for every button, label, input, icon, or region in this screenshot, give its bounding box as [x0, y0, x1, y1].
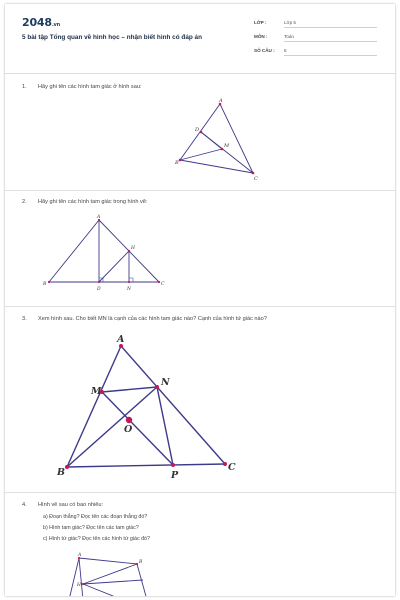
question-4-part-a: a) Đoạn thẳng? Đọc tên các đoạn thẳng đó? — [43, 514, 148, 520]
question-number: 3. — [22, 316, 27, 322]
question-divider — [5, 190, 395, 191]
segment-a-left — [69, 558, 79, 596]
label-c: C — [228, 462, 236, 473]
segment-dm — [201, 132, 222, 149]
question-4 — [22, 502, 103, 508]
point-d — [98, 281, 100, 283]
segment-bc — [180, 160, 253, 173]
label-a: A — [219, 98, 223, 104]
label-m: M — [91, 386, 102, 397]
figure-q3 — [53, 330, 253, 480]
segment-mp — [102, 392, 173, 465]
point-o — [126, 417, 132, 423]
question-text: Hãy ghi tên các hình tam giác trong hình vẽ: — [38, 199, 148, 205]
point-n — [128, 281, 130, 283]
point-c — [158, 281, 160, 283]
segment-ac — [220, 104, 253, 173]
point-b — [65, 465, 69, 469]
question-number: 1. — [22, 84, 27, 90]
worksheet-page — [5, 4, 395, 596]
figure-q4 — [63, 550, 163, 596]
meta-label-class: LỚP : — [254, 20, 267, 25]
label-a: A — [78, 553, 82, 558]
question-1 — [22, 84, 141, 90]
segment-ab — [79, 558, 137, 564]
segment-mn — [102, 387, 157, 392]
label-b: B — [43, 282, 47, 287]
label-h: H — [131, 246, 135, 251]
point-h — [128, 250, 130, 252]
point-d — [200, 131, 203, 134]
label-c: C — [161, 282, 165, 287]
segment-hd — [99, 251, 129, 282]
figure-q2 — [35, 212, 175, 297]
site-logo[interactable] — [22, 16, 60, 29]
point-m — [221, 148, 224, 151]
logo-main: 2048 — [22, 16, 52, 29]
label-h: H — [77, 583, 81, 588]
question-text: Xem hình sau. Cho biết MN là cạnh của các hình tam giác nào? Cạnh của hình tứ giác nào? — [38, 316, 267, 322]
label-n: N — [127, 287, 131, 292]
meta-label-subject: MÔN : — [254, 34, 268, 39]
segment-ab — [49, 220, 99, 282]
label-d: D — [195, 127, 200, 133]
label-b: B — [139, 560, 143, 565]
meta-value-count: 5 — [284, 48, 377, 56]
question-text: Hãy ghi tên các hình tam giác ở hình sau: — [38, 84, 142, 90]
label-a: A — [117, 334, 125, 345]
point-b — [136, 563, 138, 565]
label-a: A — [97, 215, 101, 220]
point-b — [179, 159, 182, 162]
point-n — [155, 385, 159, 389]
segment-a-down — [79, 558, 83, 596]
point-p — [171, 463, 175, 467]
document-title: 5 bài tập Tổng quan về hình học – nhận biết hình có đáp án — [22, 34, 203, 41]
point-c — [223, 462, 227, 466]
meta-value-subject: Toán — [284, 34, 377, 42]
label-b: B — [57, 467, 66, 478]
point-c — [252, 172, 255, 175]
segment-nb — [67, 387, 157, 467]
question-divider — [5, 306, 395, 307]
label-o: O — [124, 424, 133, 435]
worksheet-header — [5, 4, 395, 64]
logo-suffix: .vn — [51, 22, 60, 28]
label-b: B — [175, 160, 179, 166]
segment-h-lower — [83, 584, 123, 596]
question-number: 2. — [22, 199, 27, 205]
point-b — [48, 281, 50, 283]
label-c: C — [254, 176, 258, 182]
meta-label-count: SỐ CÂU : — [254, 48, 275, 53]
question-divider — [5, 492, 395, 493]
label-p: P — [171, 470, 179, 480]
meta-value-class: Lớp 5 — [284, 20, 377, 28]
label-m: M — [224, 143, 230, 149]
question-3 — [22, 316, 267, 322]
question-2 — [22, 199, 147, 205]
figure-q1 — [165, 96, 275, 186]
segment-ab — [67, 346, 121, 467]
point-h — [82, 583, 84, 585]
question-number: 4. — [22, 502, 27, 508]
label-d: D — [97, 287, 101, 292]
segment-np — [157, 387, 173, 465]
segment-bc — [67, 464, 225, 467]
question-4-part-b: b) Hình tam giác? Đọc tên các tam giác? — [43, 525, 139, 531]
header-divider — [5, 73, 395, 74]
question-4-part-c: c) Hình tứ giác? Đọc tên các hình tứ giác đó? — [43, 536, 150, 542]
question-text: Hình vẽ sau có bao nhiêu: — [38, 502, 103, 508]
label-n: N — [161, 377, 170, 388]
